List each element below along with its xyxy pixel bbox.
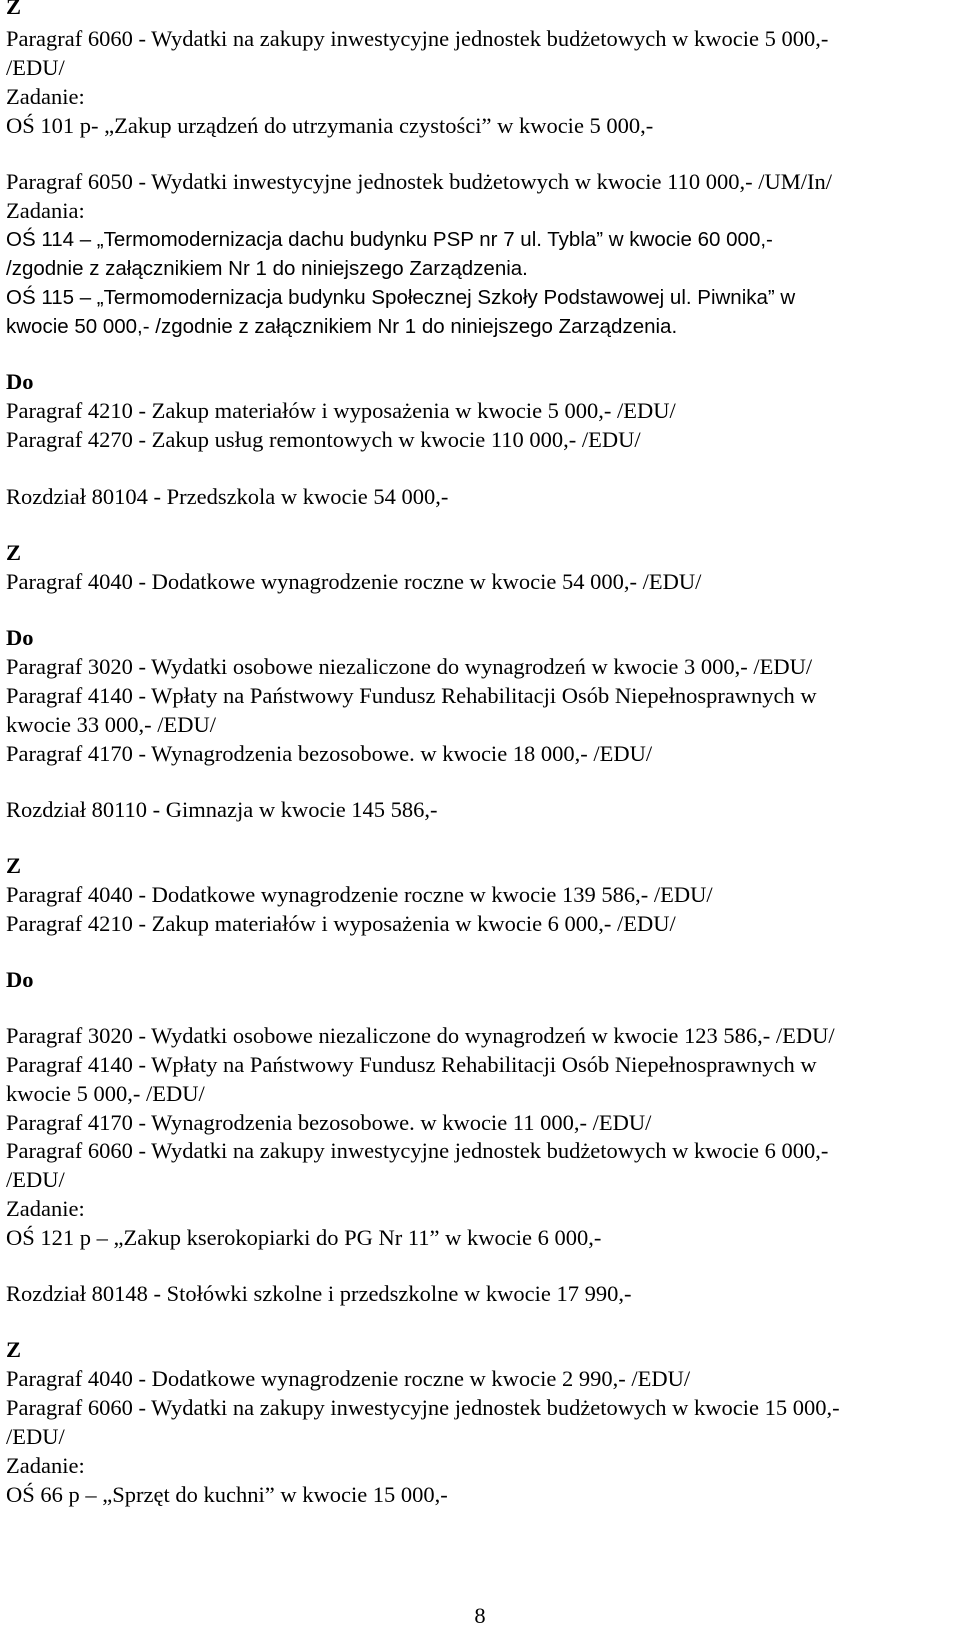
paragraph-line: Paragraf 6060 - Wydatki na zakupy inwestycyjne jednostek budżetowych w kwocie 15 000,- (6, 1395, 840, 1420)
paragraph-line: /EDU/ (6, 55, 65, 80)
chapter-line: Rozdział 80110 - Gimnazja w kwocie 145 586,- (6, 797, 438, 822)
chapter-line: Rozdział 80104 - Przedszkola w kwocie 54 000,- (6, 484, 449, 509)
section-heading-z: Z (6, 1337, 22, 1362)
paragraph-line: Paragraf 4040 - Dodatkowe wynagrodzenie roczne w kwocie 139 586,- /EDU/ (6, 882, 713, 907)
page-number: 8 (474, 1602, 486, 1628)
paragraph-line: kwocie 33 000,- /EDU/ (6, 712, 216, 737)
paragraph-line: Paragraf 4040 - Dodatkowe wynagrodzenie roczne w kwocie 2 990,- /EDU/ (6, 1366, 691, 1391)
paragraph-line: Paragraf 4210 - Zakup materiałów i wyposażenia w kwocie 5 000,- /EDU/ (6, 398, 676, 423)
section-heading-do: Do (6, 369, 34, 394)
paragraph-line: Paragraf 6050 - Wydatki inwestycyjne jednostek budżetowych w kwocie 110 000,- /UM/In/ (6, 169, 832, 194)
paragraph-line: Paragraf 4170 - Wynagrodzenia bezosobowe. w kwocie 11 000,- /EDU/ (6, 1110, 652, 1135)
task-label: Zadanie: (6, 1196, 85, 1221)
task-line: OŚ 121 p – „Zakup kserokopiarki do PG Nr 11” w kwocie 6 000,- (6, 1225, 602, 1250)
chapter-line: Rozdział 80148 - Stołówki szkolne i przedszkolne w kwocie 17 990,- (6, 1281, 632, 1306)
paragraph-line: /EDU/ (6, 1167, 65, 1192)
section-heading-z: Z (6, 853, 22, 878)
section-heading-z: Z (6, 0, 22, 19)
section-heading-do: Do (6, 967, 34, 992)
paragraph-line: Paragraf 4270 - Zakup usług remontowych w kwocie 110 000,- /EDU/ (6, 427, 641, 452)
task-label: Zadanie: (6, 84, 85, 109)
task-line: OŚ 115 – „Termomodernizacja budynku Społecznej Szkoły Podstawowej ul. Piwnika” w (6, 286, 796, 309)
task-line: OŚ 66 p – „Sprzęt do kuchni” w kwocie 15 000,- (6, 1482, 448, 1507)
section-heading-z: Z (6, 540, 22, 565)
paragraph-line: kwocie 5 000,- /EDU/ (6, 1081, 205, 1106)
task-line: kwocie 50 000,- /zgodnie z załącznikiem Nr 1 do niniejszego Zarządzenia. (6, 315, 678, 338)
paragraph-line: Paragraf 4040 - Dodatkowe wynagrodzenie roczne w kwocie 54 000,- /EDU/ (6, 569, 702, 594)
task-line: /zgodnie z załącznikiem Nr 1 do niniejszego Zarządzenia. (6, 257, 528, 280)
paragraph-line: Paragraf 4140 - Wpłaty na Państwowy Fundusz Rehabilitacji Osób Niepełnosprawnych w (6, 683, 817, 708)
paragraph-line: /EDU/ (6, 1424, 65, 1449)
paragraph-line: Paragraf 3020 - Wydatki osobowe niezaliczone do wynagrodzeń w kwocie 3 000,- /EDU/ (6, 654, 813, 679)
paragraph-line: Paragraf 4210 - Zakup materiałów i wyposażenia w kwocie 6 000,- /EDU/ (6, 911, 676, 936)
task-label: Zadanie: (6, 1453, 85, 1478)
section-heading-do: Do (6, 625, 34, 650)
paragraph-line: Paragraf 3020 - Wydatki osobowe niezaliczone do wynagrodzeń w kwocie 123 586,- /EDU/ (6, 1023, 835, 1048)
paragraph-line: Paragraf 6060 - Wydatki na zakupy inwestycyjne jednostek budżetowych w kwocie 5 000,- (6, 26, 829, 51)
paragraph-line: Paragraf 4140 - Wpłaty na Państwowy Fundusz Rehabilitacji Osób Niepełnosprawnych w (6, 1052, 817, 1077)
task-label: Zadania: (6, 198, 85, 223)
task-line: OŚ 101 p- „Zakup urządzeń do utrzymania czystości” w kwocie 5 000,- (6, 113, 654, 138)
paragraph-line: Paragraf 4170 - Wynagrodzenia bezosobowe. w kwocie 18 000,- /EDU/ (6, 741, 653, 766)
paragraph-line: Paragraf 6060 - Wydatki na zakupy inwestycyjne jednostek budżetowych w kwocie 6 000,- (6, 1138, 829, 1163)
task-line: OŚ 114 – „Termomodernizacja dachu budynku PSP nr 7 ul. Tybla” w kwocie 60 000,- (6, 228, 773, 251)
